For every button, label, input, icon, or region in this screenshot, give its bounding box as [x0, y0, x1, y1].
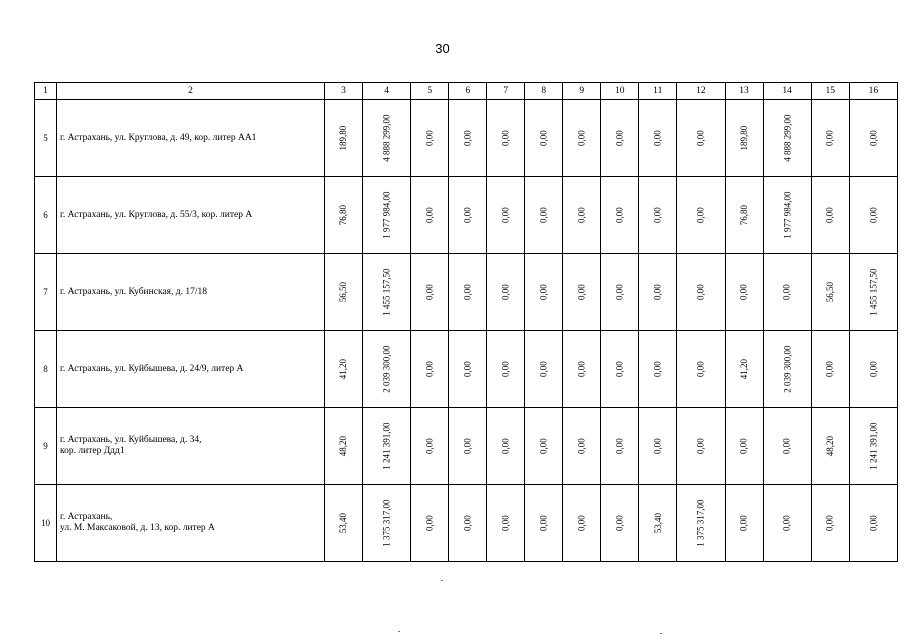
value-text: 0,00: [462, 438, 473, 454]
value-cell: [563, 100, 601, 177]
header-cell: 2: [57, 83, 325, 100]
table-row: [35, 177, 898, 254]
value-cell: [639, 254, 677, 331]
value-cell: [849, 331, 897, 408]
value-cell: [563, 254, 601, 331]
value-text: 0,00: [500, 284, 511, 300]
value-cell: [325, 177, 363, 254]
value-cell: [487, 485, 525, 562]
header-cell: 6: [449, 83, 487, 100]
address-line: г. Астрахань, ул. Кубинская, д. 17/18: [60, 286, 207, 297]
value-text: 0,00: [614, 130, 625, 146]
address-line: г. Астрахань, ул. Круглова, д. 49, кор. литер АА1: [60, 132, 257, 143]
value-cell: [639, 485, 677, 562]
value-cell: [811, 408, 849, 485]
value-cell: [677, 254, 725, 331]
value-text: 0,00: [424, 207, 435, 223]
value-text: 0,00: [462, 207, 473, 223]
value-text: 0,00: [424, 438, 435, 454]
value-cell: [725, 254, 763, 331]
value-cell: [563, 485, 601, 562]
value-text: 0,00: [868, 361, 879, 377]
address-cell: [57, 331, 325, 408]
value-cell: [363, 331, 411, 408]
value-cell: [449, 100, 487, 177]
value-text: 0,00: [576, 130, 587, 146]
value-text: 4 888 299,00: [781, 114, 792, 162]
value-text: 0,00: [825, 130, 836, 146]
value-cell: [725, 485, 763, 562]
value-cell: [363, 485, 411, 562]
value-text: 1 455 157,50: [381, 268, 392, 316]
scan-speck: [660, 633, 662, 634]
value-text: 0,00: [424, 361, 435, 377]
address-cell: [57, 485, 325, 562]
value-cell: [601, 485, 639, 562]
value-text: 0,00: [500, 438, 511, 454]
value-cell: [763, 408, 811, 485]
address-cell: [57, 177, 325, 254]
value-text: 0,00: [576, 438, 587, 454]
value-cell: [763, 100, 811, 177]
value-cell: [677, 408, 725, 485]
value-text: 2 039 300,00: [381, 345, 392, 393]
value-text: 0,00: [576, 361, 587, 377]
value-text: 48,20: [338, 435, 349, 457]
value-text: 0,00: [576, 207, 587, 223]
page-number: 30: [435, 41, 450, 56]
value-cell: [811, 331, 849, 408]
value-text: 53,40: [652, 512, 663, 534]
value-cell: [525, 485, 563, 562]
value-cell: [763, 485, 811, 562]
value-text: 0,00: [538, 438, 549, 454]
value-text: 0,00: [614, 361, 625, 377]
value-text: 0,00: [738, 515, 749, 531]
value-cell: [325, 254, 363, 331]
value-cell: [325, 331, 363, 408]
value-text: 0,00: [538, 284, 549, 300]
value-text: 0,00: [781, 515, 792, 531]
value-cell: [725, 408, 763, 485]
value-cell: [677, 100, 725, 177]
header-cell: 3: [325, 83, 363, 100]
value-cell: [639, 408, 677, 485]
value-cell: [601, 408, 639, 485]
value-cell: [411, 177, 449, 254]
value-text: 0,00: [781, 284, 792, 300]
value-text: 0,00: [781, 438, 792, 454]
value-text: 0,00: [695, 284, 706, 300]
value-text: 0,00: [614, 284, 625, 300]
value-text: 189,80: [738, 125, 749, 151]
value-text: 76,80: [738, 204, 749, 226]
value-cell: [411, 100, 449, 177]
address-line: г. Астрахань,: [60, 512, 113, 523]
address-line: г. Астрахань, ул. Куйбышева, д. 24/9, литер А: [60, 363, 244, 374]
value-text: 0,00: [538, 130, 549, 146]
header-cell: 13: [725, 83, 763, 100]
value-text: 0,00: [652, 361, 663, 377]
header-cell: 5: [411, 83, 449, 100]
value-cell: [525, 331, 563, 408]
value-text: 48,20: [825, 435, 836, 457]
value-text: 76,80: [338, 204, 349, 226]
table-row: [35, 254, 898, 331]
table-row: [35, 331, 898, 408]
row-number: 7: [35, 254, 57, 331]
value-cell: [811, 485, 849, 562]
value-text: 0,00: [538, 207, 549, 223]
value-text: 0,00: [500, 361, 511, 377]
value-cell: [449, 485, 487, 562]
value-text: 0,00: [538, 361, 549, 377]
value-text: 0,00: [695, 361, 706, 377]
row-number: 8: [35, 331, 57, 408]
value-text: 1 977 984,00: [781, 191, 792, 239]
value-cell: [849, 254, 897, 331]
value-text: 0,00: [825, 361, 836, 377]
value-cell: [411, 254, 449, 331]
row-number: 5: [35, 100, 57, 177]
value-cell: [363, 100, 411, 177]
value-cell: [601, 331, 639, 408]
value-text: 0,00: [695, 130, 706, 146]
value-cell: [811, 177, 849, 254]
value-text: 189,80: [338, 125, 349, 151]
value-cell: [449, 331, 487, 408]
value-text: 0,00: [462, 284, 473, 300]
value-text: 0,00: [462, 361, 473, 377]
value-cell: [449, 254, 487, 331]
value-cell: [849, 177, 897, 254]
value-text: 56,50: [825, 281, 836, 303]
value-cell: [601, 177, 639, 254]
value-cell: [763, 177, 811, 254]
value-cell: [849, 408, 897, 485]
value-cell: [677, 485, 725, 562]
value-text: 56,50: [338, 281, 349, 303]
table-row: [35, 485, 898, 562]
value-text: 1 455 157,50: [868, 268, 879, 316]
value-text: 4 888 299,00: [381, 114, 392, 162]
value-text: 41,20: [738, 358, 749, 380]
address-line: г. Астрахань, ул. Круглова, д. 55/3, кор. литер А: [60, 209, 253, 220]
value-cell: [525, 408, 563, 485]
value-text: 0,00: [500, 207, 511, 223]
value-cell: [325, 408, 363, 485]
value-text: 0,00: [424, 284, 435, 300]
value-cell: [563, 177, 601, 254]
address-cell: [57, 408, 325, 485]
value-cell: [487, 100, 525, 177]
header-cell: 14: [763, 83, 811, 100]
value-text: 0,00: [614, 515, 625, 531]
header-cell: 9: [563, 83, 601, 100]
value-text: 1 375 317,00: [695, 499, 706, 547]
value-cell: [849, 100, 897, 177]
value-text: 1 241 391,00: [381, 422, 392, 470]
value-text: 0,00: [576, 515, 587, 531]
header-cell: 7: [487, 83, 525, 100]
value-text: 1 977 984,00: [381, 191, 392, 239]
value-text: 2 039 300,00: [781, 345, 792, 393]
value-text: 1 241 391,00: [868, 422, 879, 470]
scan-speck: [398, 631, 400, 632]
value-text: 0,00: [424, 515, 435, 531]
value-text: 0,00: [614, 207, 625, 223]
value-text: 0,00: [576, 284, 587, 300]
table-row: [35, 408, 898, 485]
value-cell: [325, 100, 363, 177]
header-cell: 10: [601, 83, 639, 100]
address-cell: [57, 254, 325, 331]
value-text: 0,00: [738, 284, 749, 300]
value-cell: [411, 408, 449, 485]
value-cell: [525, 177, 563, 254]
value-cell: [639, 100, 677, 177]
value-cell: [363, 408, 411, 485]
value-cell: [763, 331, 811, 408]
header-cell: 15: [811, 83, 849, 100]
value-cell: [449, 177, 487, 254]
value-text: 0,00: [868, 515, 879, 531]
value-text: 0,00: [738, 438, 749, 454]
address-line: кор. литер Ддд1: [60, 446, 125, 456]
value-cell: [487, 331, 525, 408]
address-line: ул. М. Максаковой, д. 13, кор. литер А: [60, 523, 215, 533]
value-cell: [725, 100, 763, 177]
value-text: 53,40: [338, 512, 349, 534]
value-cell: [411, 331, 449, 408]
value-cell: [725, 177, 763, 254]
value-text: 0,00: [868, 207, 879, 223]
value-text: 0,00: [652, 207, 663, 223]
header-cell: 16: [849, 83, 897, 100]
table-row: [35, 100, 898, 177]
value-cell: [811, 254, 849, 331]
header-row: [35, 83, 898, 100]
value-cell: [563, 331, 601, 408]
value-cell: [363, 177, 411, 254]
data-table: [34, 82, 898, 562]
value-cell: [363, 254, 411, 331]
value-text: 0,00: [652, 284, 663, 300]
value-text: 1 375 317,00: [381, 499, 392, 547]
row-number: 10: [35, 485, 57, 562]
value-text: 0,00: [424, 130, 435, 146]
value-text: 0,00: [825, 207, 836, 223]
value-cell: [677, 331, 725, 408]
value-cell: [639, 331, 677, 408]
value-cell: [449, 408, 487, 485]
row-number: 6: [35, 177, 57, 254]
value-cell: [525, 254, 563, 331]
value-cell: [725, 331, 763, 408]
value-cell: [487, 177, 525, 254]
value-text: 0,00: [868, 130, 879, 146]
value-cell: [763, 254, 811, 331]
value-cell: [325, 485, 363, 562]
header-cell: 8: [525, 83, 563, 100]
value-text: 0,00: [825, 515, 836, 531]
value-text: 0,00: [500, 515, 511, 531]
value-cell: [639, 177, 677, 254]
value-cell: [601, 254, 639, 331]
value-text: 0,00: [652, 130, 663, 146]
value-cell: [849, 485, 897, 562]
value-cell: [563, 408, 601, 485]
header-cell: 11: [639, 83, 677, 100]
value-text: 0,00: [462, 130, 473, 146]
scan-speck: [441, 580, 443, 581]
header-cell: 4: [363, 83, 411, 100]
value-cell: [677, 177, 725, 254]
value-text: 0,00: [652, 438, 663, 454]
value-text: 0,00: [695, 207, 706, 223]
value-cell: [601, 100, 639, 177]
value-cell: [411, 485, 449, 562]
address-line: г. Астрахань, ул. Куйбышева, д. 34,: [60, 435, 202, 446]
value-cell: [525, 100, 563, 177]
value-text: 41,20: [338, 358, 349, 380]
value-cell: [811, 100, 849, 177]
value-text: 0,00: [500, 130, 511, 146]
value-cell: [487, 408, 525, 485]
row-number: 9: [35, 408, 57, 485]
value-text: 0,00: [538, 515, 549, 531]
header-cell: 1: [35, 83, 57, 100]
address-cell: [57, 100, 325, 177]
value-text: 0,00: [462, 515, 473, 531]
value-text: 0,00: [614, 438, 625, 454]
value-cell: [487, 254, 525, 331]
header-cell: 12: [677, 83, 725, 100]
value-text: 0,00: [695, 438, 706, 454]
